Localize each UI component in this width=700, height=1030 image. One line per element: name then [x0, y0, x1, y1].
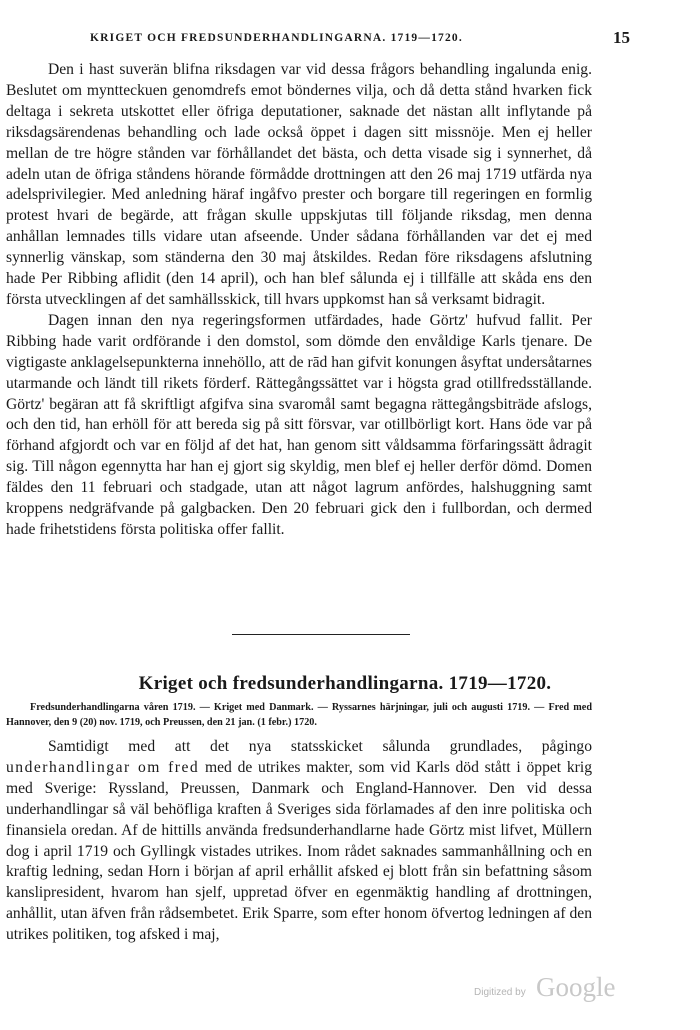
body-text-top	[6, 60, 592, 541]
page-number: 15	[613, 28, 630, 47]
running-head: KRIGET OCH FREDSUNDERHANDLINGARNA. 1719—1720.	[90, 32, 463, 44]
summary-text: Fredsunderhandlingarna våren 1719. — Kriget med Danmark. — Ryssarnes härjningar, juli och augusti 1719. — Fred med Hannover, den 9 (20) nov. 1719, och Preussen, den 21 jan. (1 febr.) 1720.	[6, 702, 592, 728]
paragraph: Den i hast suverän blifna riksdagen var vid dessa frågors behandling ingalunda enig. Beslutet om myntteckuen genomdrefs emot böndernes vilja, och då detta stånd hvarken fick deltaga i sekreta utskottet eller öfriga deputationer, saknade det nästan allt inflytande på riksdagsärendenas behandling och lade också öppet i dagen sitt missnöje. Men ej heller mellan de tre högre stånden var förhållandet det bästa, och detta visade sig i synnerhet, då adeln utan de öfriga ståndens hörande förmådde drottningen att den 26 maj 1719 utfärda nya adelsprivilegier. Med anledning häraf ingåfvo prester och borgare till regeringen en formlig protest hvari de begärde, att frågan skulle uppskjutas till följande riksdag, men denna anhållan lemnades tills vidare utan afseende. Under sådana förhållanden var det ej med synnerlig vänskap, som ständerna den 30 maj åtskildes. Redan före riksdagens afslutning hade Per Ribbing aflidit (den 14 april), och han blef sålunda ej i tillfälle att skåda ens den första utvecklingen af det samhällsskick, till hvars uppkomst han så verksamt bidragit.	[6, 61, 592, 308]
digitization-watermark	[474, 972, 634, 1012]
spaced-emphasis: underhandlingar om fred	[6, 758, 200, 776]
section-title: Kriget och fredsunderhandlingarna. 1719—1720.	[138, 673, 552, 694]
page-header	[90, 28, 630, 50]
section-divider	[232, 634, 410, 635]
watermark-prefix: Digitized by	[474, 987, 526, 998]
paragraph	[6, 737, 592, 946]
watermark-brand: Google	[536, 972, 616, 1002]
section-summary	[6, 701, 592, 730]
body-text-bottom	[6, 737, 592, 946]
paragraph: Dagen innan den nya regeringsformen utfärdades, hade Görtz' hufvud fallit. Per Ribbing hade varit ordförande i den domstol, som dömde den envåldige Karls tjenare. De vigtigaste anklagelsepunkterna innehöllo, att de rād han gifvit konungen åsyftat undersåtarnes utarmande och ländt till rikets förderf. Rättegångssättet var i högsta grad otillfredsställande. Görtz' begäran att få skriftligt afgifva sina svaromål samt begagna rättegångsbiträde afslogs, och den tid, han erhöll för att bereda sig på sitt försvar, var otillbörligt kort. Hans öde var på förhand afgjordt och var en följd af det hat, han genom sitt våldsamma förfaringssätt ådragit sig. Till någon egennytta har han ej gjort sig skyldig, men blef ej heller derför dömd. Domen fäldes den 11 februari och stadgade, utan att något lagrum anfördes, halshuggning samt kroppens nedgräfvande på galgbacken. Den 20 februari gick den i fullbordan, och dermed hade frihetstidens första politiska offer fallit.	[6, 311, 592, 538]
paragraph-body: med de utrikes makter, som vid Karls död stått i öppet krig med Sverige: Ryssland, Preussen, Danmark och England-Hannover. Den vid dessa underhandlingar så väl behöfliga kraften å Sveriges sida förlamades af den inre politiska och finansiela oredan. Af de hittills använda fredsunderhandlarne hade Görtz mist lifvet, Müllern dog i april 1719 och Gyllingk vistades utrikes. Inom rådet saknades sammanhållning och en kraftig ledning, sedan Horn i början af april erhållit afsked ej blott från sin befattning såsom kanslipresident, hvarom han sjelf, uppretad öfver en egenmäktig handling af drottningen, anhållit, utan äfven från rådsembetet. Erik Sparre, som efter honom öfvertog ledningen af den utrikes politiken, tog afsked i maj,	[6, 758, 592, 944]
paragraph-lead: Samtidigt med att det nya statsskicket sålunda grundlades, pågingo	[48, 738, 592, 755]
